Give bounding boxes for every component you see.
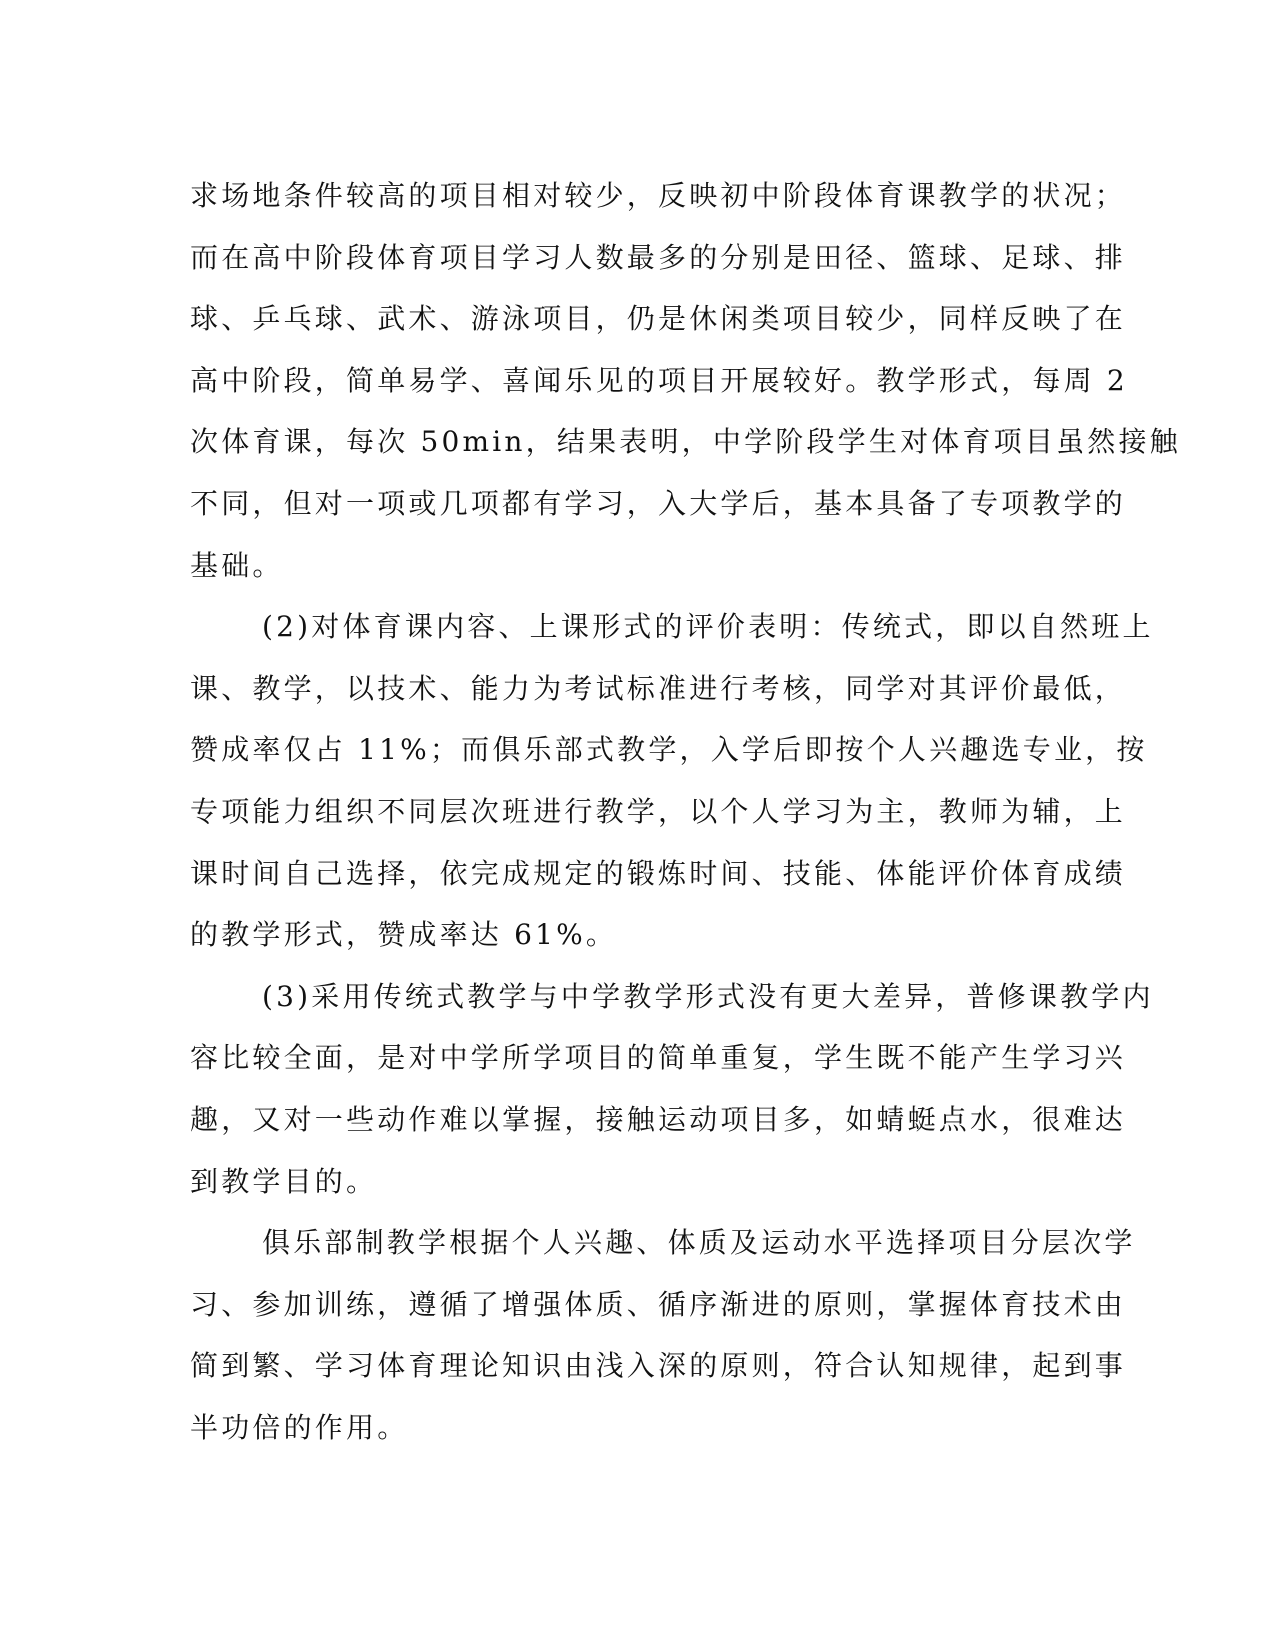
text-line: 求场地条件较高的项目相对较少，反映初中阶段体育课教学的状况； — [190, 179, 1127, 212]
text-line: 习、参加训练，遵循了增强体质、循序渐进的原则，掌握体育技术由 — [190, 1287, 1127, 1321]
text-line: 半功倍的作用。 — [190, 1410, 409, 1444]
text-line: 容比较全面，是对中学所学项目的简单重复，学生既不能产生学习兴 — [190, 1041, 1127, 1075]
text-line: 简到繁、学习体育理论知识由浅入深的原则，符合认知规律，起到事 — [190, 1349, 1127, 1383]
text-line: 不同，但对一项或几项都有学习，入大学后，基本具备了专项教学的 — [190, 486, 1127, 520]
paragraph-start-line: (2)对体育课内容、上课形式的评价表明：传统式，即以自然班上 — [262, 610, 1154, 644]
text-line: 而在高中阶段体育项目学习人数最多的分别是田径、篮球、足球、排 — [190, 240, 1127, 274]
text-line: 专项能力组织不同层次班进行教学，以个人学习为主，教师为辅，上 — [190, 794, 1127, 828]
paragraph-start-line: 俱乐部制教学根据个人兴趣、体质及运动水平选择项目分层次学 — [262, 1226, 1136, 1260]
text-line: 球、乒乓球、武术、游泳项目，仍是休闲类项目较少，同样反映了在 — [190, 302, 1127, 336]
body-text — [190, 165, 1181, 1458]
paragraph-start-line: (3)采用传统式教学与中学教学形式没有更大差异，普修课教学内 — [262, 979, 1154, 1013]
text-line: 趣，又对一些动作难以掌握，接触运动项目多，如蜻蜓点水，很难达 — [190, 1102, 1127, 1136]
text-line: 赞成率仅占 11%；而俱乐部式教学，入学后即按个人兴趣选专业，按 — [190, 733, 1148, 767]
text-line: 基础。 — [190, 548, 284, 582]
text-line: 课、教学，以技术、能力为考试标准进行考核，同学对其评价最低， — [190, 671, 1127, 705]
text-line: 到教学目的。 — [190, 1164, 378, 1198]
text-line: 的教学形式，赞成率达 61%。 — [190, 918, 618, 952]
text-line: 高中阶段，简单易学、喜闻乐见的项目开展较好。教学形式，每周 2 — [190, 363, 1128, 397]
text-line: 课时间自己选择，依完成规定的锻炼时间、技能、体能评价体育成绩 — [190, 856, 1127, 890]
text-line: 次体育课，每次 50min，结果表明，中学阶段学生对体育项目虽然接触 — [190, 425, 1181, 459]
